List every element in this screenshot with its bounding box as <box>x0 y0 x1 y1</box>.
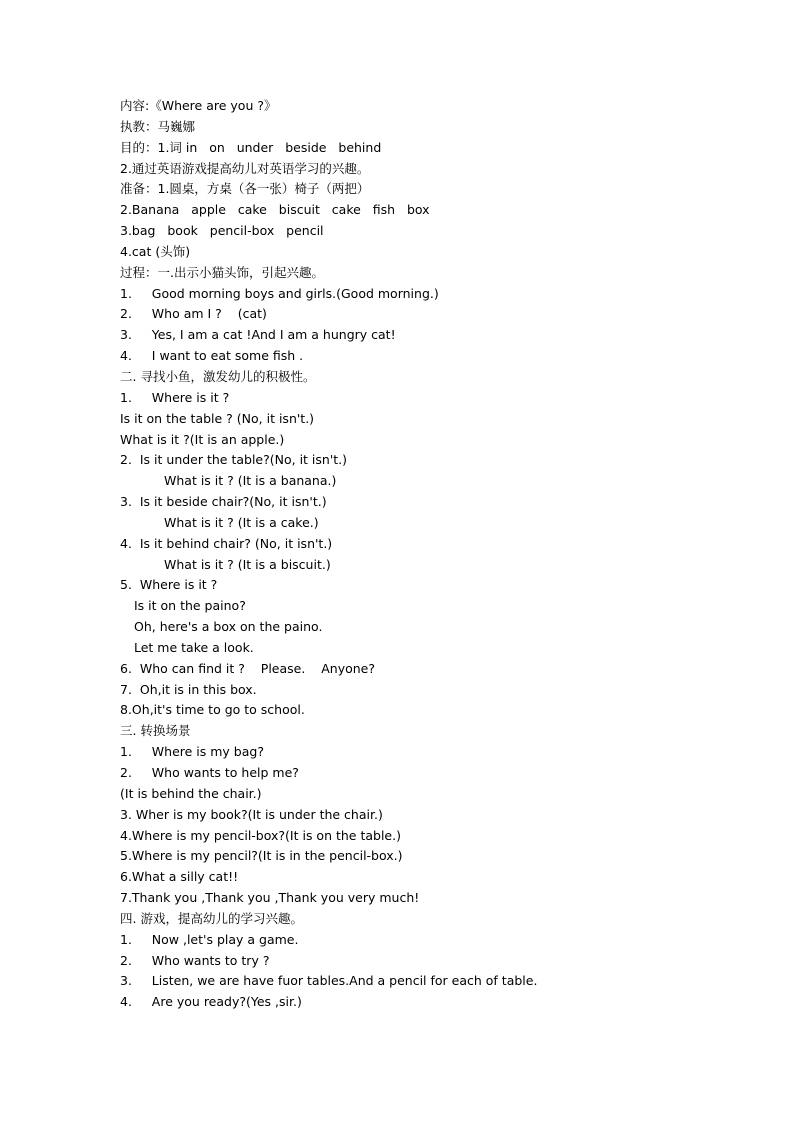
process-line: 4. Is it behind chair? (No, it isn't.) <box>120 535 333 551</box>
preparation-line-2: 2.Banana apple cake biscuit cake fish box <box>120 202 430 218</box>
process-line: 6.What a silly cat!! <box>120 869 239 885</box>
process-line: 4. Are you ready?(Yes ,sir.) <box>120 994 302 1010</box>
process-line-indented: What is it ? (It is a cake.) <box>164 514 319 530</box>
process-line: 2. Is it under the table?(No, it isn't.) <box>120 452 348 468</box>
process-line: 2. Who wants to try ? <box>120 952 270 968</box>
process-line-indented: Is it on the paino? <box>134 598 246 614</box>
process-line-indented: What is it ? (It is a biscuit.) <box>164 556 331 572</box>
preparation-line-4: 4.cat (头饰) <box>120 243 191 259</box>
process-line: 3. Listen, we are have fuor tables.And a pencil for each of table. <box>120 973 538 989</box>
content-title-line: 内容:《Where are you ?》 <box>120 98 277 113</box>
process-line: What is it ?(It is an apple.) <box>120 431 285 447</box>
process-section-2-heading: 二. 寻找小鱼，激发幼儿的积极性。 <box>120 368 316 384</box>
process-line: 3. Wher is my book?(It is under the chair.) <box>120 806 383 822</box>
process-line: 4. I want to eat some fish . <box>120 348 304 364</box>
process-line: 4.Where is my pencil-box?(It is on the table.) <box>120 827 401 843</box>
lesson-plan-text <box>120 96 720 1013</box>
process-line-indented: What is it ? (It is a banana.) <box>164 473 337 489</box>
process-line: 1. Where is it ? <box>120 389 230 405</box>
process-line: 3. Is it beside chair?(No, it isn't.) <box>120 494 327 510</box>
process-section-4-heading: 四. 游戏，提高幼儿的学习兴趣。 <box>120 910 303 926</box>
preparation-line-1: 准备：1.圆桌，方桌（各一张）椅子（两把） <box>120 181 370 197</box>
process-line: 1. Where is my bag? <box>120 744 264 760</box>
process-line: 7.Thank you ,Thank you ,Thank you very much! <box>120 890 420 906</box>
process-line: 2. Who am I ? (cat) <box>120 306 267 322</box>
process-line-indented: Oh, here's a box on the paino. <box>134 619 323 635</box>
process-line: 8.Oh,it's time to go to school. <box>120 702 305 718</box>
process-line: Is it on the table ? (No, it isn't.) <box>120 410 315 426</box>
process-line: 3. Yes, I am a cat !And I am a hungry cat! <box>120 327 396 343</box>
process-line: 7. Oh,it is in this box. <box>120 681 257 697</box>
process-section-3-heading: 三. 转换场景 <box>120 723 191 739</box>
purpose-line-1: 目的：1.词 in on under beside behind <box>120 139 382 155</box>
process-line: 1. Good morning boys and girls.(Good morning.) <box>120 285 439 301</box>
process-line: 2. Who wants to help me? <box>120 765 299 780</box>
process-line: 5.Where is my pencil?(It is in the pencil-box.) <box>120 848 403 864</box>
purpose-line-2: 2.通过英语游戏提高幼儿对英语学习的兴趣。 <box>120 160 370 176</box>
process-line: 6. Who can find it ? Please. Anyone? <box>120 660 375 676</box>
process-line: (It is behind the chair.) <box>120 785 262 801</box>
teacher-line: 执教：马巍娜 <box>120 118 196 134</box>
preparation-line-3: 3.bag book pencil-box pencil <box>120 223 324 239</box>
process-line: 1. Now ,let's play a game. <box>120 931 299 947</box>
process-section-1-heading: 过程：一.出示小猫头饰，引起兴趣。 <box>120 264 324 280</box>
process-line: 5. Where is it ? <box>120 577 218 593</box>
process-line-indented: Let me take a look. <box>134 639 254 655</box>
